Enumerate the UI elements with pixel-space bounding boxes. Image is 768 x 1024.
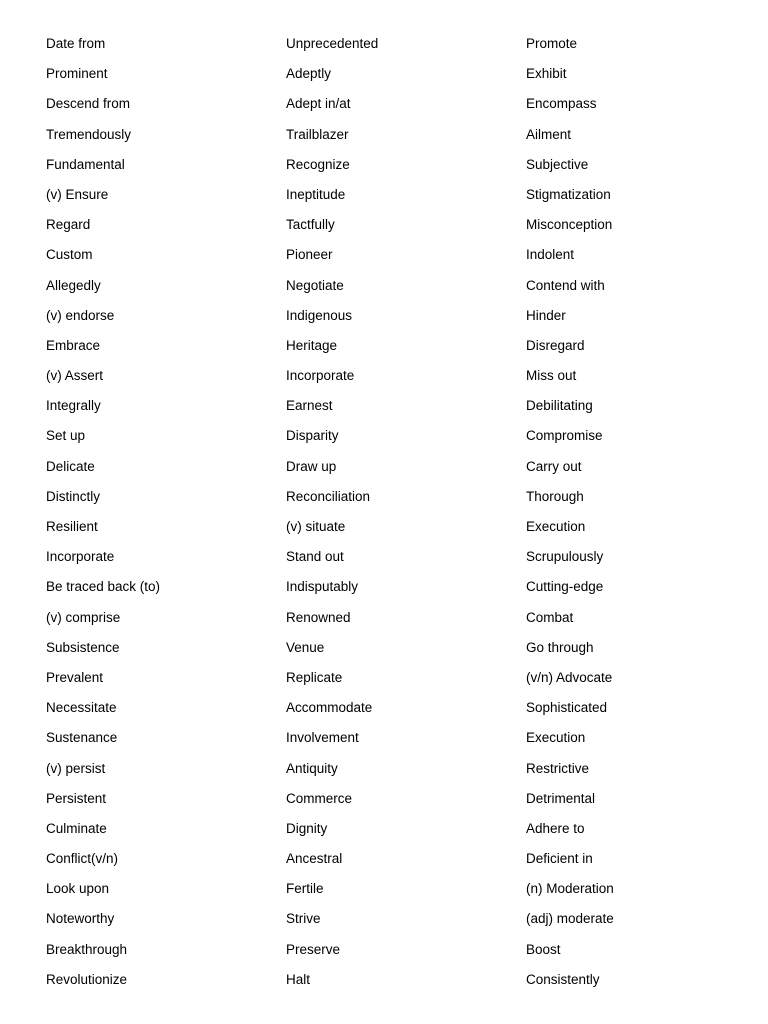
vocabulary-word: Preserve — [286, 941, 341, 957]
vocabulary-word: Resilient — [46, 519, 98, 534]
vocabulary-word: Earnest — [286, 398, 333, 414]
vocabulary-word: Ineptitude — [286, 186, 346, 202]
vocabulary-word: Boost — [526, 941, 561, 957]
vocabulary-word: Conflict(v/n) — [46, 851, 119, 867]
vocabulary-word: (v) persist — [46, 760, 106, 776]
vocabulary-word: (v) Assert — [46, 368, 104, 384]
vocabulary-word: Commerce — [286, 790, 353, 806]
vocabulary-word: Hinder — [526, 307, 566, 323]
vocabulary-word: Heritage — [286, 337, 338, 353]
vocabulary-word: Detrimental — [526, 790, 596, 806]
vocabulary-word: Dignity — [286, 820, 328, 836]
vocabulary-word: Breakthrough — [46, 941, 128, 957]
word-column-1 — [46, 29, 276, 995]
vocabulary-word: Revolutionize — [46, 971, 128, 987]
vocabulary-word: Prominent — [46, 66, 108, 82]
vocabulary-word: Indisputably — [286, 579, 359, 595]
vocabulary-word: (adj) moderate — [526, 911, 614, 927]
vocabulary-word: Integrally — [46, 398, 101, 414]
vocabulary-word: Descend from — [46, 96, 131, 112]
vocabulary-word: Subjective — [526, 156, 589, 172]
vocabulary-word: Set up — [46, 428, 86, 444]
vocabulary-word: Disparity — [286, 428, 339, 444]
vocabulary-word: Combat — [526, 609, 574, 625]
vocabulary-word: Cutting-edge — [526, 579, 604, 595]
vocabulary-word: Stigmatization — [526, 186, 611, 202]
vocabulary-word: Noteworthy — [46, 911, 115, 927]
vocabulary-word: Exhibit — [526, 66, 567, 82]
vocabulary-word: (n) Moderation — [526, 881, 614, 897]
vocabulary-word: Consistently — [526, 971, 600, 987]
vocabulary-word: Trailblazer — [286, 126, 349, 142]
vocabulary-word: Subsistence — [46, 639, 120, 655]
vocabulary-word: Antiquity — [286, 760, 338, 776]
vocabulary-word: Deficient in — [526, 851, 593, 867]
vocabulary-word: Delicate — [46, 458, 95, 474]
vocabulary-word: Execution — [526, 730, 586, 746]
vocabulary-word: Incorporate — [286, 368, 355, 384]
vocabulary-word: Tactfully — [286, 217, 335, 233]
vocabulary-word: Distinctly — [46, 488, 101, 504]
vocabulary-word: Encompass — [526, 96, 597, 112]
vocabulary-word: Halt — [286, 971, 311, 987]
vocabulary-word: Pioneer — [286, 247, 333, 263]
vocabulary-word: Venue — [286, 639, 325, 655]
vocabulary-word: Fertile — [286, 881, 324, 897]
vocabulary-word: Sustenance — [46, 730, 118, 746]
vocabulary-word: Thorough — [526, 488, 584, 504]
vocabulary-word: Involvement — [286, 730, 359, 746]
vocabulary-word: Sophisticated — [526, 700, 608, 716]
vocabulary-word: Execution — [526, 519, 586, 534]
vocabulary-word: Look upon — [46, 881, 110, 897]
vocabulary-word: Embrace — [46, 337, 101, 353]
vocabulary-word: Reconciliation — [286, 488, 371, 504]
vocabulary-word: Replicate — [286, 669, 343, 685]
vocabulary-word: Necessitate — [46, 700, 117, 716]
vocabulary-word: Carry out — [526, 458, 582, 474]
vocabulary-word: Prevalent — [46, 669, 104, 685]
vocabulary-word: (v/n) Advocate — [526, 669, 613, 685]
vocabulary-word: Indolent — [526, 247, 575, 263]
vocabulary-word: Custom — [46, 247, 93, 263]
vocabulary-word: Compromise — [526, 428, 603, 444]
vocabulary-word: Go through — [526, 639, 594, 655]
vocabulary-word: Scrupulously — [526, 549, 604, 565]
vocabulary-word: Indigenous — [286, 307, 353, 323]
word-column-3 — [526, 29, 756, 995]
vocabulary-word: Adept in/at — [286, 96, 351, 112]
vocabulary-word: Strive — [286, 911, 321, 927]
vocabulary-word: Stand out — [286, 549, 344, 565]
vocabulary-word: Allegedly — [46, 277, 101, 293]
vocabulary-word: Ancestral — [286, 851, 343, 867]
vocabulary-word: Recognize — [286, 156, 350, 172]
vocabulary-word: Promote — [526, 36, 578, 51]
vocabulary-word: Be traced back (to) — [46, 579, 161, 595]
vocabulary-word: Miss out — [526, 368, 577, 384]
vocabulary-word: Incorporate — [46, 549, 115, 565]
vocabulary-word: Accommodate — [286, 700, 373, 716]
vocabulary-word: Renowned — [286, 609, 351, 625]
vocabulary-word: Regard — [46, 217, 91, 233]
vocabulary-word: Persistent — [46, 790, 107, 806]
vocabulary-word: Disregard — [526, 337, 585, 353]
vocabulary-word: Negotiate — [286, 277, 344, 293]
vocabulary-word: (v) endorse — [46, 307, 115, 323]
vocabulary-word: (v) comprise — [46, 609, 121, 625]
vocabulary-word: (v) Ensure — [46, 186, 109, 202]
vocabulary-word: (v) situate — [286, 519, 346, 534]
vocabulary-word: Ailment — [526, 126, 572, 142]
vocabulary-word: Restrictive — [526, 760, 590, 776]
vocabulary-word: Unprecedented — [286, 36, 379, 51]
vocabulary-word: Fundamental — [46, 156, 125, 172]
vocabulary-word: Culminate — [46, 820, 107, 836]
vocabulary-word: Draw up — [286, 458, 337, 474]
vocabulary-word: Date from — [46, 36, 106, 51]
vocabulary-word: Misconception — [526, 217, 613, 233]
vocabulary-word: Adhere to — [526, 820, 585, 836]
word-column-2 — [286, 29, 516, 995]
vocabulary-word: Contend with — [526, 277, 605, 293]
vocabulary-word: Adeptly — [286, 66, 332, 82]
vocabulary-word: Debilitating — [526, 398, 593, 414]
vocabulary-word: Tremendously — [46, 126, 132, 142]
